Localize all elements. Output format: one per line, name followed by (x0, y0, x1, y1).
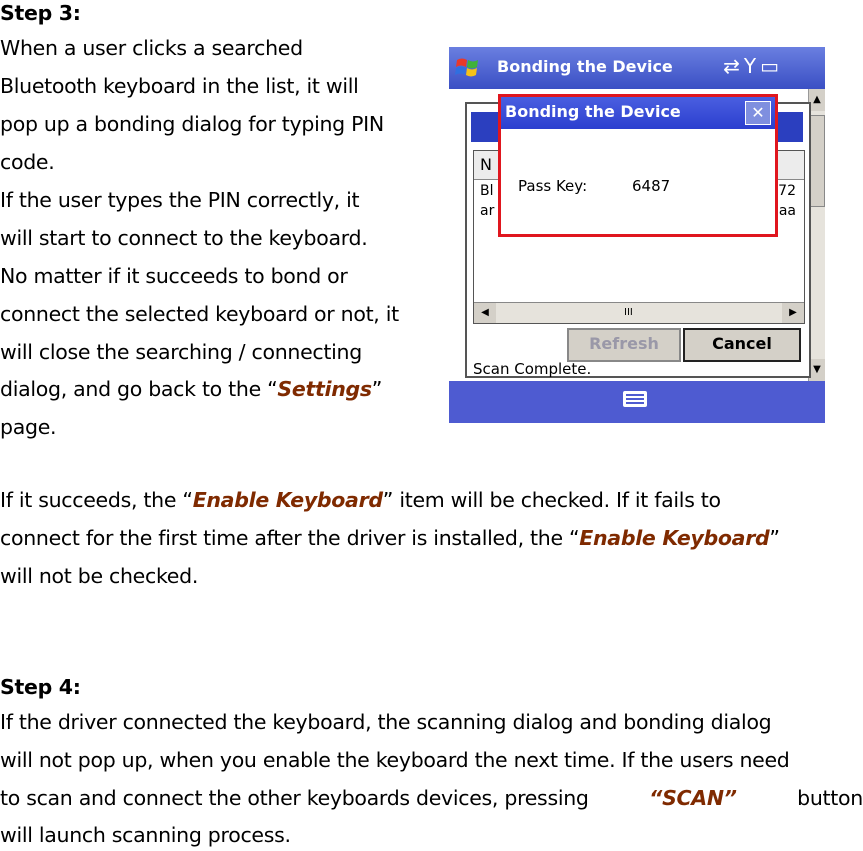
passkey-label: Pass Key: (518, 177, 588, 195)
windows-start-icon[interactable] (455, 55, 481, 81)
step4-line-3-post: button (797, 786, 863, 810)
step4-line-4: will launch scanning process. (0, 823, 291, 847)
passkey-value[interactable]: 6487 (632, 177, 671, 195)
pda-bottom-bar (449, 381, 825, 423)
para2-line-3: will not be checked. (0, 564, 199, 588)
para2-line-1-post: ” item will be checked. If it fails to (382, 488, 721, 512)
horizontal-scrollbar[interactable] (474, 302, 804, 323)
list-row-1-left[interactable]: Bl (480, 183, 494, 199)
cancel-button[interactable]: Cancel (683, 328, 801, 362)
bonding-dialog-title-bar (501, 97, 775, 129)
scroll-right-icon[interactable]: ▶ (782, 303, 804, 323)
step3-line-11: page. (0, 415, 57, 439)
signal-icon[interactable]: Y (743, 54, 761, 78)
step3-line-1: When a user clicks a searched (0, 36, 303, 60)
enable-keyboard-emphasis-2: Enable Keyboard (579, 526, 770, 550)
keyboard-icon[interactable] (623, 391, 647, 407)
step3-heading: Step 3: (0, 1, 81, 25)
pda-title: Bonding the Device (497, 57, 673, 76)
scroll-down-icon[interactable]: ▼ (809, 359, 825, 381)
step4-line-3-pre: to scan and connect the other keyboards devices, pressing (0, 786, 589, 810)
step4-heading: Step 4: (0, 675, 81, 699)
close-icon[interactable]: ✕ (745, 101, 771, 125)
step3-line-2: Bluetooth keyboard in the list, it will (0, 74, 359, 98)
step3-line-10 (0, 374, 382, 405)
step3-line-7: No matter if it succeeds to bond or (0, 264, 348, 288)
settings-emphasis: Settings (277, 377, 372, 401)
step3-line-10-post: ” (371, 377, 383, 401)
bonding-dialog-title: Bonding the Device (505, 102, 681, 121)
status-icons[interactable] (723, 54, 783, 78)
step4-line-1: If the driver connected the keyboard, the scanning dialog and bonding dialog (0, 710, 772, 734)
step3-line-4: code. (0, 150, 55, 174)
list-row-1-right[interactable]: 72 (778, 183, 796, 199)
scroll-thumb[interactable] (810, 115, 825, 207)
para2-line-1-pre: If it succeeds, the “ (0, 488, 193, 512)
enable-keyboard-emphasis: Enable Keyboard (192, 488, 383, 512)
para2-line-2 (0, 523, 780, 554)
battery-icon[interactable]: ▭ (760, 54, 783, 78)
para2-line-2-post: ” (769, 526, 780, 550)
step4-line-2: will not pop up, when you enable the keyboard the next time. If the users need (0, 748, 790, 772)
pda-title-bar (449, 47, 825, 89)
connectivity-icon[interactable]: ⇄ (723, 54, 744, 78)
device-screenshot (449, 47, 825, 423)
refresh-button[interactable]: Refresh (567, 328, 681, 362)
step3-line-8: connect the selected keyboard or not, it (0, 302, 399, 326)
step3-line-3: pop up a bonding dialog for typing PIN (0, 112, 384, 136)
bonding-dialog (498, 94, 778, 237)
scroll-left-icon[interactable]: ◀ (474, 303, 496, 323)
para2-line-1 (0, 485, 721, 516)
scroll-up-icon[interactable]: ▲ (809, 89, 825, 111)
step4-line-3 (0, 783, 863, 814)
step3-line-9: will close the searching / connecting (0, 340, 362, 364)
scan-status: Scan Complete. (473, 360, 592, 378)
list-row-2-right[interactable]: aa (778, 203, 796, 219)
step3-line-10-pre: dialog, and go back to the “ (0, 377, 278, 401)
step3-line-6: will start to connect to the keyboard. (0, 226, 368, 250)
list-header-label: N (480, 155, 492, 174)
scan-emphasis: “SCAN” (649, 786, 737, 810)
scroll-grip[interactable]: III (624, 307, 633, 318)
para2-line-2-pre: connect for the first time after the driver is installed, the “ (0, 526, 580, 550)
list-row-2-left[interactable]: ar (480, 203, 495, 219)
step3-line-5: If the user types the PIN correctly, it (0, 188, 360, 212)
